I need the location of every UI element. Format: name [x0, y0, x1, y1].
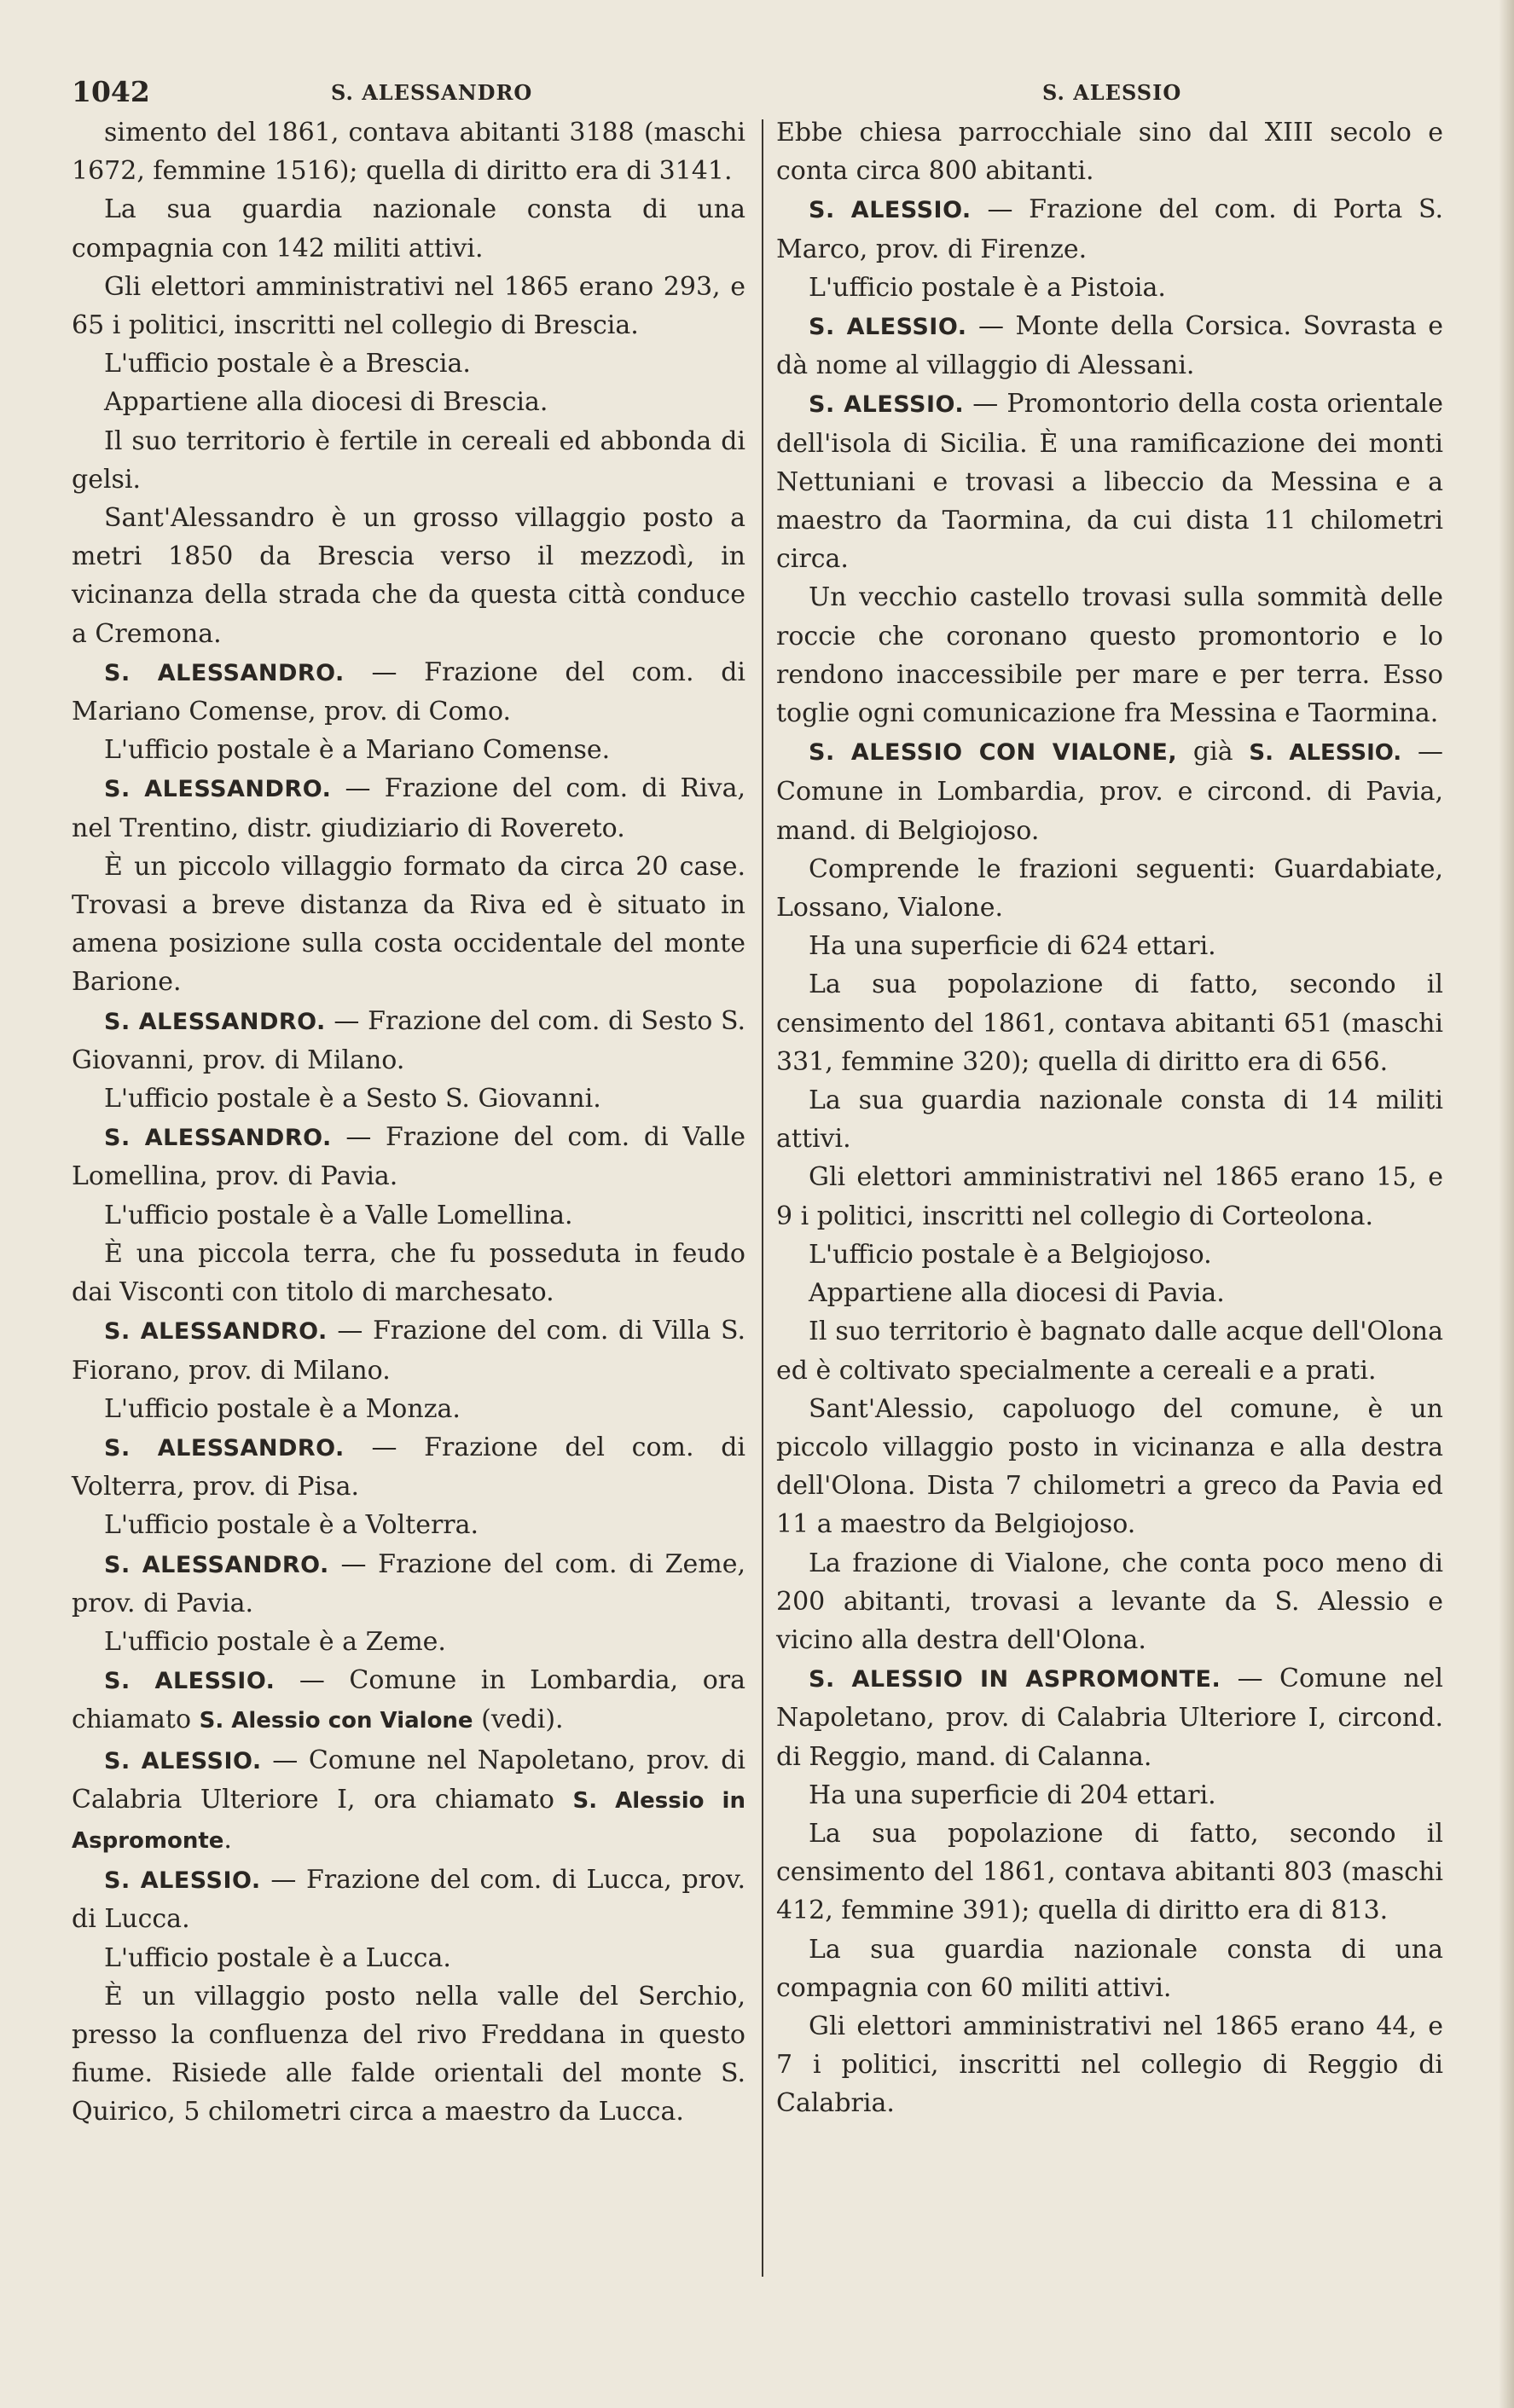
- page-number: 1042: [72, 75, 150, 108]
- text-paragraph: [776, 113, 1443, 190]
- text-paragraph: [72, 1235, 745, 1311]
- entry-text: La frazione di Vialone, che conta poco meno di 200 abitanti, trovasi a levante da S. Alessio e vicino alla destra dell'Olona.: [776, 1548, 1443, 1655]
- cross-reference: S. Alessio in Aspromonte: [72, 1787, 745, 1854]
- entry-paragraph: [72, 1545, 745, 1623]
- entry-paragraph: [72, 769, 745, 847]
- text-paragraph: [776, 1776, 1443, 1815]
- entry-text: Ebbe chiesa parrocchiale sino dal XIII secolo e conta circa 800 abitanti.: [776, 118, 1443, 187]
- text-paragraph: [776, 965, 1443, 1081]
- cross-reference: S. Alessio con Vialone: [199, 1708, 473, 1734]
- cross-reference: S. ALESSIO.: [1249, 740, 1402, 767]
- entry-text: — Promontorio della costa orientale dell'isola di Sicilia. È una ramificazione dei monti Nettuniani e trovasi a libeccio da Messina e a maestro da Taormina, da cui dista 11 chilometri circa.: [776, 389, 1443, 575]
- entry-text: — Frazione del com. di Porta S. Marco, prov. di Firenze.: [776, 194, 1443, 264]
- entry-text: L'ufficio postale è a Mariano Comense.: [104, 735, 611, 766]
- text-paragraph: [72, 1623, 745, 1661]
- entry-text: Sant'Alessandro è un grosso villaggio posto a metri 1850 da Brescia verso il mezzodì, in vicinanza della strada che da questa città conduce a Cremona.: [72, 503, 745, 649]
- entry-text: La sua popolazione di fatto, secondo il censimento del 1861, contava abitanti 803 (maschi 412, femmine 391); quella di diritto era di 813.: [776, 1818, 1443, 1926]
- entry-text: È un piccolo villaggio formato da circa 20 case. Trovasi a breve distanza da Riva ed è situato in amena posizione sulla costa occidentale del monte Barione.: [72, 851, 745, 998]
- text-paragraph: [72, 499, 745, 653]
- text-paragraph: [776, 1390, 1443, 1544]
- text-paragraph: [776, 1236, 1443, 1274]
- text-paragraph: [776, 927, 1443, 965]
- entry-text: già: [1177, 737, 1250, 767]
- entry-paragraph: [72, 1861, 745, 1938]
- text-paragraph: [776, 2007, 1443, 2123]
- entry-text: Il suo territorio è fertile in cereali ed abbonda di gelsi.: [72, 425, 745, 495]
- entry-text: La sua guardia nazionale consta di una compagnia con 142 militi attivi.: [72, 194, 745, 263]
- text-paragraph: [72, 268, 745, 344]
- entry-text: — Frazione del com. di Mariano Comense, prov. di Como.: [72, 657, 745, 727]
- entry-text: — Frazione del com. di Sesto S. Giovanni, prov. di Milano.: [72, 1005, 745, 1075]
- entry-text: Il suo territorio è bagnato dalle acque dell'Olona ed è coltivato specialmente a cereali e a prati.: [776, 1317, 1443, 1386]
- text-paragraph: [72, 383, 745, 421]
- text-paragraph: [72, 1080, 745, 1118]
- entry-paragraph: [72, 1428, 745, 1506]
- entry-paragraph: [72, 653, 745, 731]
- entry-paragraph: [72, 1311, 745, 1389]
- text-paragraph: [776, 1081, 1443, 1158]
- entry-text: — Comune in Lombardia, ora chiamato: [72, 1665, 745, 1735]
- text-paragraph: [72, 1939, 745, 1977]
- text-paragraph: [72, 848, 745, 1002]
- entry-text-tail: (vedi).: [473, 1705, 564, 1735]
- text-paragraph: [776, 578, 1443, 732]
- entry-headword: S. ALESSIO.: [104, 1747, 262, 1774]
- text-paragraph: [776, 1274, 1443, 1312]
- entry-paragraph: [776, 190, 1443, 268]
- entry-text: Gli elettori amministrativi nel 1865 erano 293, e 65 i politici, inscritti nel collegio di Brescia.: [72, 271, 745, 341]
- entry-paragraph: [776, 307, 1443, 385]
- entry-headword: S. ALESSANDRO.: [104, 1125, 332, 1152]
- entry-headword: S. ALESSANDRO.: [104, 776, 332, 803]
- entry-text: La sua popolazione di fatto, secondo il censimento del 1861, contava abitanti 651 (maschi 331, femmine 320); quella di diritto era di 656.: [776, 970, 1443, 1077]
- text-paragraph: [72, 344, 745, 383]
- entry-text: Sant'Alessio, capoluogo del comune, è un piccolo villaggio posto in vicinanza e alla destra dell'Olona. Dista 7 chilometri a greco da Pavia ed 11 a maestro da Belgiojoso.: [776, 1393, 1443, 1540]
- text-paragraph: [776, 1158, 1443, 1235]
- entry-text: È un villaggio posto nella valle del Serchio, presso la confluenza del rivo Freddana in questo fiume. Risiede alle falde orientali del monte S. Quirico, 5 chilometri circa a maestro da Lucca.: [72, 1981, 745, 2127]
- text-paragraph: [776, 1930, 1443, 2007]
- text-paragraph: [72, 422, 745, 499]
- entry-headword: S. ALESSIO.: [809, 197, 972, 224]
- entry-text: — Frazione del com. di Valle Lomellina, prov. di Pavia.: [72, 1122, 746, 1192]
- entry-text: L'ufficio postale è a Pistoia.: [809, 272, 1166, 303]
- text-paragraph: [72, 1390, 745, 1428]
- entry-headword: S. ALESSIO IN ASPROMONTE.: [809, 1666, 1221, 1693]
- entry-text: — Frazione del com. di Volterra, prov. di Pisa.: [72, 1432, 745, 1502]
- left-running-head: S. ALESSANDRO: [331, 80, 533, 105]
- entry-text: L'ufficio postale è a Lucca.: [104, 1942, 451, 1973]
- entry-text: Gli elettori amministrativi nel 1865 erano 15, e 9 i politici, inscritti nel collegio di Corteolona.: [776, 1162, 1443, 1231]
- entry-headword: S. ALESSIO.: [809, 391, 965, 419]
- text-paragraph: [776, 1312, 1443, 1389]
- entry-headword: S. ALESSIO CON VIALONE,: [809, 739, 1178, 767]
- entry-text: simento del 1861, contava abitanti 3188 (maschi 1672, femmine 1516); quella di diritto era di 3141.: [72, 118, 745, 187]
- text-paragraph: [72, 1196, 745, 1235]
- entry-text: L'ufficio postale è a Volterra.: [104, 1510, 479, 1541]
- running-header: [72, 75, 1443, 118]
- entry-text: — Comune nel Napoletano, prov. di Calabria Ulteriore I, circond. di Reggio, mand. di Calanna.: [776, 1664, 1443, 1772]
- entry-paragraph: [72, 1661, 745, 1740]
- entry-headword: S. ALESSANDRO.: [104, 1318, 328, 1346]
- entry-text: La sua guardia nazionale consta di 14 militi attivi.: [776, 1085, 1443, 1155]
- text-paragraph: [72, 1977, 745, 2132]
- text-paragraph: [72, 113, 745, 190]
- entry-paragraph: [72, 1002, 745, 1080]
- text-paragraph: [72, 190, 745, 267]
- entry-text-tail: .: [223, 1824, 232, 1855]
- entry-text: — Frazione del com. di Riva, nel Trentino, distr. giudiziario di Rovereto.: [72, 773, 745, 843]
- right-running-head: S. ALESSIO: [1042, 80, 1182, 105]
- entry-headword: S. ALESSIO.: [104, 1668, 276, 1695]
- entry-text: L'ufficio postale è a Brescia.: [104, 349, 471, 379]
- text-paragraph: [776, 850, 1443, 927]
- entry-paragraph: [776, 1659, 1443, 1776]
- text-paragraph: [776, 1815, 1443, 1930]
- entry-paragraph: [72, 1741, 745, 1861]
- entry-text: L'ufficio postale è a Zeme.: [104, 1626, 446, 1657]
- column-divider: [762, 119, 763, 2277]
- entry-text: Ha una superficie di 204 ettari.: [809, 1780, 1216, 1810]
- entry-text: — Frazione del com. di Villa S. Fiorano, prov. di Milano.: [72, 1316, 745, 1386]
- entry-headword: S. ALESSIO.: [809, 314, 967, 341]
- entry-headword: S. ALESSANDRO.: [104, 1551, 329, 1578]
- entry-text: Ha una superficie di 624 ettari.: [809, 931, 1216, 962]
- entry-text: Appartiene alla diocesi di Pavia.: [809, 1278, 1225, 1309]
- entry-paragraph: [776, 732, 1443, 850]
- entry-text: Comprende le frazioni seguenti: Guardabiate, Lossano, Vialone.: [776, 854, 1443, 923]
- entry-text: Gli elettori amministrativi nel 1865 erano 44, e 7 i politici, inscritti nel collegio di Reggio di Calabria.: [776, 2011, 1443, 2119]
- entry-text: L'ufficio postale è a Valle Lomellina.: [104, 1200, 573, 1230]
- entry-text: Appartiene alla diocesi di Brescia.: [104, 387, 548, 418]
- entry-text: L'ufficio postale è a Monza.: [104, 1393, 461, 1424]
- entry-text: Un vecchio castello trovasi sulla sommità delle roccie che coronano questo promontorio e lo rendono inaccessibile per mare e per terra. Esso toglie ogni comunicazione fra Messina e Taormina.: [776, 582, 1443, 729]
- text-paragraph: [776, 1544, 1443, 1660]
- entry-text: L'ufficio postale è a Sesto S. Giovanni.: [104, 1084, 601, 1114]
- entry-headword: S. ALESSANDRO.: [104, 659, 345, 686]
- entry-paragraph: [776, 385, 1443, 578]
- entry-text: — Monte della Corsica. Sovrasta e dà nome al villaggio di Alessani.: [776, 311, 1443, 381]
- text-paragraph: [72, 1506, 745, 1544]
- entry-paragraph: [72, 1118, 745, 1195]
- entry-headword: S. ALESSANDRO.: [104, 1434, 345, 1462]
- entry-text: — Frazione del com. di Zeme, prov. di Pavia.: [72, 1548, 745, 1618]
- entry-text: È una piccola terra, che fu posseduta in feudo dai Visconti con titolo di marchesato.: [72, 1238, 745, 1308]
- entry-text: — Comune nel Napoletano, prov. di Calabria Ulteriore I, ora chiamato: [72, 1745, 745, 1815]
- entry-headword: S. ALESSANDRO.: [104, 1008, 326, 1035]
- text-paragraph: [72, 731, 745, 769]
- right-column: [776, 113, 1443, 2123]
- entry-headword: S. ALESSIO.: [104, 1867, 261, 1895]
- entry-text: La sua guardia nazionale consta di una compagnia con 60 militi attivi.: [776, 1934, 1443, 2003]
- entry-text: L'ufficio postale è a Belgiojoso.: [809, 1239, 1212, 1270]
- entry-text-tail: — Comune in Lombardia, prov. e circond. di Pavia, mand. di Belgiojoso.: [776, 737, 1443, 846]
- page-edge-shadow: [1499, 0, 1514, 2408]
- left-column: [72, 113, 745, 2132]
- text-paragraph: [776, 269, 1443, 307]
- entry-text: — Frazione del com. di Lucca, prov. di Lucca.: [72, 1865, 745, 1935]
